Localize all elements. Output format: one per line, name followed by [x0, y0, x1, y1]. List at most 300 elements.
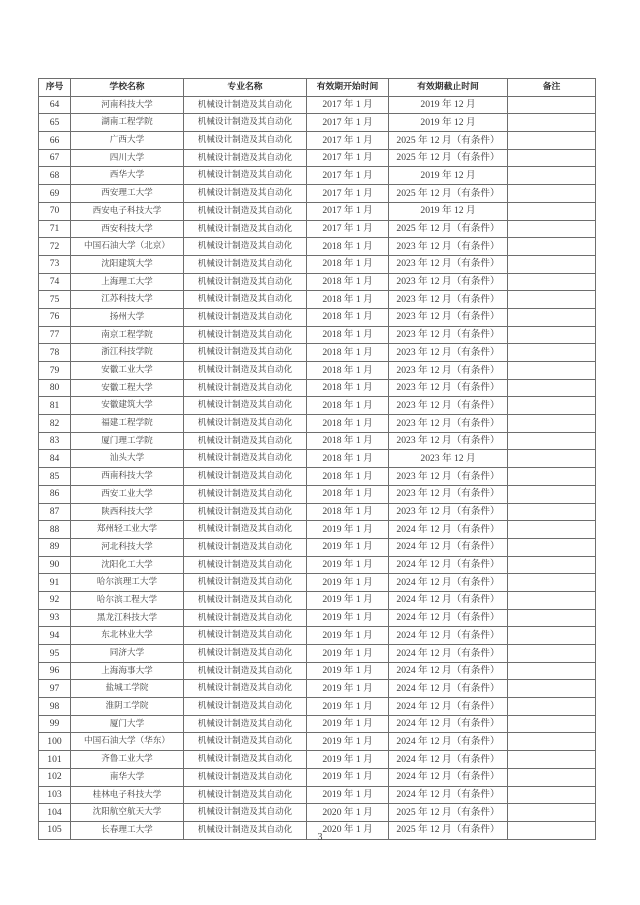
cell-valid-end: 2024 年 12 月（有条件） — [389, 768, 508, 786]
cell-remarks — [508, 185, 596, 203]
cell-valid-end: 2024 年 12 月（有条件） — [389, 751, 508, 769]
cell-valid-end: 2024 年 12 月（有条件） — [389, 733, 508, 751]
cell-remarks — [508, 786, 596, 804]
cell-valid-end: 2023 年 12 月（有条件） — [389, 397, 508, 415]
cell-school-name: 陕西科技大学 — [71, 503, 184, 521]
cell-serial-number: 80 — [39, 379, 71, 397]
cell-school-name: 上海海事大学 — [71, 662, 184, 680]
cell-valid-start: 2019 年 1 月 — [307, 662, 389, 680]
cell-valid-end: 2024 年 12 月（有条件） — [389, 591, 508, 609]
cell-major-name: 机械设计制造及其自动化 — [184, 609, 307, 627]
cell-major-name: 机械设计制造及其自动化 — [184, 291, 307, 309]
cell-serial-number: 74 — [39, 273, 71, 291]
cell-valid-start: 2018 年 1 月 — [307, 468, 389, 486]
cell-major-name: 机械设计制造及其自动化 — [184, 450, 307, 468]
cell-serial-number: 72 — [39, 238, 71, 256]
cell-valid-end: 2023 年 12 月（有条件） — [389, 468, 508, 486]
table-row — [39, 680, 596, 698]
table-row — [39, 185, 596, 203]
cell-remarks — [508, 680, 596, 698]
cell-remarks — [508, 202, 596, 220]
cell-valid-end: 2024 年 12 月（有条件） — [389, 574, 508, 592]
cell-valid-end: 2024 年 12 月（有条件） — [389, 715, 508, 733]
cell-major-name: 机械设计制造及其自动化 — [184, 149, 307, 167]
cell-remarks — [508, 485, 596, 503]
cell-serial-number: 92 — [39, 591, 71, 609]
cell-serial-number: 76 — [39, 308, 71, 326]
cell-remarks — [508, 291, 596, 309]
table-row — [39, 627, 596, 645]
cell-valid-end: 2024 年 12 月（有条件） — [389, 609, 508, 627]
cell-major-name: 机械设计制造及其自动化 — [184, 432, 307, 450]
cell-major-name: 机械设计制造及其自动化 — [184, 662, 307, 680]
cell-major-name: 机械设计制造及其自动化 — [184, 468, 307, 486]
cell-valid-end: 2023 年 12 月（有条件） — [389, 326, 508, 344]
cell-serial-number: 86 — [39, 485, 71, 503]
cell-serial-number: 90 — [39, 556, 71, 574]
cell-remarks — [508, 751, 596, 769]
cell-major-name: 机械设计制造及其自动化 — [184, 362, 307, 380]
cell-major-name: 机械设计制造及其自动化 — [184, 379, 307, 397]
cell-school-name: 汕头大学 — [71, 450, 184, 468]
cell-valid-end: 2023 年 12 月（有条件） — [389, 432, 508, 450]
cell-valid-start: 2019 年 1 月 — [307, 574, 389, 592]
cell-valid-end: 2025 年 12 月（有条件） — [389, 821, 508, 839]
cell-school-name: 福建工程学院 — [71, 415, 184, 433]
cell-serial-number: 97 — [39, 680, 71, 698]
cell-valid-start: 2018 年 1 月 — [307, 273, 389, 291]
cell-serial-number: 93 — [39, 609, 71, 627]
cell-major-name: 机械设计制造及其自动化 — [184, 503, 307, 521]
cell-serial-number: 64 — [39, 96, 71, 114]
table-row — [39, 574, 596, 592]
cell-major-name: 机械设计制造及其自动化 — [184, 751, 307, 769]
table-row — [39, 255, 596, 273]
table-row — [39, 132, 596, 150]
cell-school-name: 四川大学 — [71, 149, 184, 167]
cell-remarks — [508, 238, 596, 256]
cell-major-name: 机械设计制造及其自动化 — [184, 255, 307, 273]
cell-valid-end: 2023 年 12 月（有条件） — [389, 291, 508, 309]
cell-valid-end: 2023 年 12 月（有条件） — [389, 308, 508, 326]
cell-serial-number: 100 — [39, 733, 71, 751]
cell-valid-start: 2019 年 1 月 — [307, 591, 389, 609]
cell-valid-end: 2024 年 12 月（有条件） — [389, 538, 508, 556]
cell-major-name: 机械设计制造及其自动化 — [184, 768, 307, 786]
cell-valid-end: 2025 年 12 月（有条件） — [389, 220, 508, 238]
cell-remarks — [508, 645, 596, 663]
cell-remarks — [508, 273, 596, 291]
cell-major-name: 机械设计制造及其自动化 — [184, 786, 307, 804]
cell-school-name: 南京工程学院 — [71, 326, 184, 344]
cell-remarks — [508, 149, 596, 167]
cell-school-name: 西南科技大学 — [71, 468, 184, 486]
cell-valid-start: 2017 年 1 月 — [307, 202, 389, 220]
cell-school-name: 厦门大学 — [71, 715, 184, 733]
cell-serial-number: 89 — [39, 538, 71, 556]
cell-remarks — [508, 220, 596, 238]
cell-major-name: 机械设计制造及其自动化 — [184, 202, 307, 220]
table-row — [39, 503, 596, 521]
cell-major-name: 机械设计制造及其自动化 — [184, 96, 307, 114]
cell-valid-end: 2024 年 12 月（有条件） — [389, 556, 508, 574]
cell-valid-end: 2023 年 12 月（有条件） — [389, 485, 508, 503]
cell-school-name: 河北科技大学 — [71, 538, 184, 556]
cell-remarks — [508, 503, 596, 521]
cell-remarks — [508, 415, 596, 433]
cell-valid-start: 2017 年 1 月 — [307, 149, 389, 167]
cell-remarks — [508, 609, 596, 627]
cell-valid-start: 2019 年 1 月 — [307, 556, 389, 574]
cell-valid-start: 2017 年 1 月 — [307, 96, 389, 114]
cell-valid-end: 2024 年 12 月（有条件） — [389, 521, 508, 539]
cell-valid-start: 2018 年 1 月 — [307, 362, 389, 380]
cell-serial-number: 70 — [39, 202, 71, 220]
cell-remarks — [508, 698, 596, 716]
cell-serial-number: 94 — [39, 627, 71, 645]
cell-valid-end: 2025 年 12 月（有条件） — [389, 804, 508, 822]
table-row — [39, 238, 596, 256]
cell-school-name: 厦门理工学院 — [71, 432, 184, 450]
cell-remarks — [508, 733, 596, 751]
cell-major-name: 机械设计制造及其自动化 — [184, 114, 307, 132]
cell-remarks — [508, 804, 596, 822]
cell-serial-number: 102 — [39, 768, 71, 786]
cell-valid-start: 2018 年 1 月 — [307, 485, 389, 503]
header-serial-number: 序号 — [39, 79, 71, 97]
cell-remarks — [508, 362, 596, 380]
cell-valid-start: 2017 年 1 月 — [307, 185, 389, 203]
cell-valid-start: 2019 年 1 月 — [307, 645, 389, 663]
table-row — [39, 609, 596, 627]
cell-major-name: 机械设计制造及其自动化 — [184, 645, 307, 663]
table-row — [39, 326, 596, 344]
cell-serial-number: 83 — [39, 432, 71, 450]
cell-valid-end: 2023 年 12 月（有条件） — [389, 503, 508, 521]
cell-remarks — [508, 114, 596, 132]
cell-school-name: 黑龙江科技大学 — [71, 609, 184, 627]
table-row — [39, 768, 596, 786]
cell-major-name: 机械设计制造及其自动化 — [184, 556, 307, 574]
table-row — [39, 220, 596, 238]
cell-school-name: 中国石油大学（北京） — [71, 238, 184, 256]
cell-school-name: 江苏科技大学 — [71, 291, 184, 309]
table-row — [39, 698, 596, 716]
cell-valid-start: 2019 年 1 月 — [307, 715, 389, 733]
cell-school-name: 上海理工大学 — [71, 273, 184, 291]
cell-valid-start: 2017 年 1 月 — [307, 114, 389, 132]
cell-valid-start: 2018 年 1 月 — [307, 255, 389, 273]
cell-valid-start: 2017 年 1 月 — [307, 220, 389, 238]
header-major-name: 专业名称 — [184, 79, 307, 97]
cell-serial-number: 75 — [39, 291, 71, 309]
cell-valid-end: 2024 年 12 月（有条件） — [389, 680, 508, 698]
cell-school-name: 沈阳建筑大学 — [71, 255, 184, 273]
table-row — [39, 344, 596, 362]
cell-school-name: 哈尔滨理工大学 — [71, 574, 184, 592]
cell-valid-start: 2018 年 1 月 — [307, 450, 389, 468]
cell-valid-end: 2024 年 12 月（有条件） — [389, 662, 508, 680]
cell-major-name: 机械设计制造及其自动化 — [184, 804, 307, 822]
cell-serial-number: 65 — [39, 114, 71, 132]
cell-serial-number: 103 — [39, 786, 71, 804]
table-row — [39, 167, 596, 185]
cell-major-name: 机械设计制造及其自动化 — [184, 185, 307, 203]
cell-valid-end: 2023 年 12 月（有条件） — [389, 238, 508, 256]
table-row — [39, 538, 596, 556]
cell-remarks — [508, 255, 596, 273]
cell-serial-number: 81 — [39, 397, 71, 415]
cell-valid-start: 2019 年 1 月 — [307, 680, 389, 698]
cell-valid-start: 2019 年 1 月 — [307, 521, 389, 539]
table-row — [39, 397, 596, 415]
cell-major-name: 机械设计制造及其自动化 — [184, 397, 307, 415]
cell-valid-start: 2017 年 1 月 — [307, 132, 389, 150]
cell-valid-start: 2018 年 1 月 — [307, 326, 389, 344]
cell-school-name: 淮阴工学院 — [71, 698, 184, 716]
cell-serial-number: 88 — [39, 521, 71, 539]
table-row — [39, 751, 596, 769]
cell-major-name: 机械设计制造及其自动化 — [184, 344, 307, 362]
cell-major-name: 机械设计制造及其自动化 — [184, 591, 307, 609]
cell-school-name: 西安工业大学 — [71, 485, 184, 503]
cell-major-name: 机械设计制造及其自动化 — [184, 521, 307, 539]
cell-valid-start: 2019 年 1 月 — [307, 609, 389, 627]
cell-school-name: 安徽工程大学 — [71, 379, 184, 397]
cell-remarks — [508, 326, 596, 344]
cell-serial-number: 79 — [39, 362, 71, 380]
cell-valid-end: 2023 年 12 月（有条件） — [389, 344, 508, 362]
cell-school-name: 安徽工业大学 — [71, 362, 184, 380]
cell-valid-start: 2018 年 1 月 — [307, 415, 389, 433]
cell-major-name: 机械设计制造及其自动化 — [184, 680, 307, 698]
cell-valid-end: 2019 年 12 月 — [389, 114, 508, 132]
table-row — [39, 591, 596, 609]
cell-serial-number: 78 — [39, 344, 71, 362]
table-row — [39, 432, 596, 450]
cell-remarks — [508, 768, 596, 786]
cell-valid-end: 2025 年 12 月（有条件） — [389, 185, 508, 203]
cell-school-name: 桂林电子科技大学 — [71, 786, 184, 804]
cell-remarks — [508, 468, 596, 486]
cell-valid-end: 2023 年 12 月（有条件） — [389, 415, 508, 433]
cell-remarks — [508, 96, 596, 114]
header-valid-start: 有效期开始时间 — [307, 79, 389, 97]
cell-major-name: 机械设计制造及其自动化 — [184, 574, 307, 592]
header-remarks: 备注 — [508, 79, 596, 97]
table-row — [39, 96, 596, 114]
cell-school-name: 同济大学 — [71, 645, 184, 663]
cell-valid-start: 2018 年 1 月 — [307, 238, 389, 256]
table-row — [39, 468, 596, 486]
cell-school-name: 西安科技大学 — [71, 220, 184, 238]
cell-serial-number: 96 — [39, 662, 71, 680]
cell-serial-number: 101 — [39, 751, 71, 769]
table-row — [39, 202, 596, 220]
cell-serial-number: 67 — [39, 149, 71, 167]
cell-valid-start: 2019 年 1 月 — [307, 733, 389, 751]
cell-school-name: 西安理工大学 — [71, 185, 184, 203]
cell-school-name: 中国石油大学（华东） — [71, 733, 184, 751]
cell-valid-end: 2023 年 12 月 — [389, 450, 508, 468]
table-header-row — [39, 79, 596, 97]
cell-valid-end: 2023 年 12 月（有条件） — [389, 379, 508, 397]
cell-remarks — [508, 591, 596, 609]
table-row — [39, 362, 596, 380]
cell-serial-number: 91 — [39, 574, 71, 592]
cell-school-name: 东北林业大学 — [71, 627, 184, 645]
cell-serial-number: 105 — [39, 821, 71, 839]
cell-valid-end: 2024 年 12 月（有条件） — [389, 786, 508, 804]
cell-school-name: 沈阳航空航天大学 — [71, 804, 184, 822]
table-row — [39, 114, 596, 132]
cell-school-name: 浙江科技学院 — [71, 344, 184, 362]
cell-major-name: 机械设计制造及其自动化 — [184, 415, 307, 433]
cell-school-name: 齐鲁工业大学 — [71, 751, 184, 769]
cell-valid-start: 2018 年 1 月 — [307, 432, 389, 450]
table-row — [39, 450, 596, 468]
cell-major-name: 机械设计制造及其自动化 — [184, 715, 307, 733]
table-row — [39, 662, 596, 680]
cell-remarks — [508, 308, 596, 326]
cell-serial-number: 73 — [39, 255, 71, 273]
cell-valid-end: 2023 年 12 月（有条件） — [389, 362, 508, 380]
cell-remarks — [508, 379, 596, 397]
cell-major-name: 机械设计制造及其自动化 — [184, 733, 307, 751]
cell-valid-end: 2024 年 12 月（有条件） — [389, 645, 508, 663]
cell-valid-start: 2018 年 1 月 — [307, 503, 389, 521]
cell-school-name: 长春理工大学 — [71, 821, 184, 839]
cell-valid-start: 2018 年 1 月 — [307, 379, 389, 397]
cell-major-name: 机械设计制造及其自动化 — [184, 326, 307, 344]
cell-remarks — [508, 521, 596, 539]
cell-remarks — [508, 574, 596, 592]
cell-valid-end: 2024 年 12 月（有条件） — [389, 698, 508, 716]
cell-major-name: 机械设计制造及其自动化 — [184, 273, 307, 291]
cell-remarks — [508, 132, 596, 150]
table-row — [39, 485, 596, 503]
cell-major-name: 机械设计制造及其自动化 — [184, 220, 307, 238]
cell-remarks — [508, 432, 596, 450]
cell-serial-number: 95 — [39, 645, 71, 663]
cell-major-name: 机械设计制造及其自动化 — [184, 238, 307, 256]
table-row — [39, 415, 596, 433]
cell-major-name: 机械设计制造及其自动化 — [184, 698, 307, 716]
cell-valid-start: 2018 年 1 月 — [307, 397, 389, 415]
cell-remarks — [508, 715, 596, 733]
cell-valid-start: 2017 年 1 月 — [307, 167, 389, 185]
cell-valid-start: 2019 年 1 月 — [307, 751, 389, 769]
cell-school-name: 安徽建筑大学 — [71, 397, 184, 415]
cell-remarks — [508, 344, 596, 362]
cell-serial-number: 71 — [39, 220, 71, 238]
cell-remarks — [508, 538, 596, 556]
cell-serial-number: 87 — [39, 503, 71, 521]
cell-serial-number: 68 — [39, 167, 71, 185]
cell-serial-number: 84 — [39, 450, 71, 468]
cell-valid-end: 2019 年 12 月 — [389, 96, 508, 114]
cell-valid-start: 2020 年 1 月 — [307, 821, 389, 839]
cell-serial-number: 98 — [39, 698, 71, 716]
cell-valid-end: 2023 年 12 月（有条件） — [389, 255, 508, 273]
cell-valid-end: 2025 年 12 月（有条件） — [389, 149, 508, 167]
cell-valid-start: 2018 年 1 月 — [307, 308, 389, 326]
cell-major-name: 机械设计制造及其自动化 — [184, 308, 307, 326]
cell-valid-start: 2018 年 1 月 — [307, 291, 389, 309]
table-row — [39, 149, 596, 167]
cell-serial-number: 69 — [39, 185, 71, 203]
cell-remarks — [508, 397, 596, 415]
cell-valid-end: 2023 年 12 月（有条件） — [389, 273, 508, 291]
cell-school-name: 西华大学 — [71, 167, 184, 185]
cell-major-name: 机械设计制造及其自动化 — [184, 538, 307, 556]
cell-serial-number: 85 — [39, 468, 71, 486]
accreditation-table — [38, 78, 596, 840]
cell-serial-number: 82 — [39, 415, 71, 433]
cell-valid-start: 2019 年 1 月 — [307, 627, 389, 645]
table-row — [39, 645, 596, 663]
table-row — [39, 556, 596, 574]
cell-valid-end: 2024 年 12 月（有条件） — [389, 627, 508, 645]
cell-school-name: 广西大学 — [71, 132, 184, 150]
header-valid-end: 有效期截止时间 — [389, 79, 508, 97]
table-row — [39, 273, 596, 291]
cell-school-name: 盐城工学院 — [71, 680, 184, 698]
cell-valid-start: 2020 年 1 月 — [307, 804, 389, 822]
cell-valid-start: 2018 年 1 月 — [307, 344, 389, 362]
cell-major-name: 机械设计制造及其自动化 — [184, 132, 307, 150]
cell-school-name: 河南科技大学 — [71, 96, 184, 114]
header-school-name: 学校名称 — [71, 79, 184, 97]
cell-valid-start: 2019 年 1 月 — [307, 786, 389, 804]
cell-school-name: 郑州轻工业大学 — [71, 521, 184, 539]
table-row — [39, 733, 596, 751]
table-row — [39, 786, 596, 804]
table-row — [39, 804, 596, 822]
cell-valid-end: 2019 年 12 月 — [389, 202, 508, 220]
table-row — [39, 715, 596, 733]
cell-major-name: 机械设计制造及其自动化 — [184, 485, 307, 503]
cell-major-name: 机械设计制造及其自动化 — [184, 821, 307, 839]
cell-valid-start: 2019 年 1 月 — [307, 768, 389, 786]
cell-major-name: 机械设计制造及其自动化 — [184, 627, 307, 645]
table-row — [39, 521, 596, 539]
cell-school-name: 湖南工程学院 — [71, 114, 184, 132]
cell-remarks — [508, 662, 596, 680]
cell-school-name: 南华大学 — [71, 768, 184, 786]
cell-remarks — [508, 627, 596, 645]
cell-valid-end: 2025 年 12 月（有条件） — [389, 132, 508, 150]
table-body — [39, 96, 596, 839]
cell-valid-start: 2019 年 1 月 — [307, 698, 389, 716]
page-number: 3 — [317, 832, 323, 843]
cell-major-name: 机械设计制造及其自动化 — [184, 167, 307, 185]
cell-school-name: 哈尔滨工程大学 — [71, 591, 184, 609]
table-row — [39, 308, 596, 326]
cell-serial-number: 77 — [39, 326, 71, 344]
cell-school-name: 西安电子科技大学 — [71, 202, 184, 220]
cell-serial-number: 66 — [39, 132, 71, 150]
table-row — [39, 291, 596, 309]
cell-serial-number: 104 — [39, 804, 71, 822]
table-row — [39, 379, 596, 397]
cell-remarks — [508, 450, 596, 468]
cell-school-name: 沈阳化工大学 — [71, 556, 184, 574]
cell-valid-end: 2019 年 12 月 — [389, 167, 508, 185]
cell-serial-number: 99 — [39, 715, 71, 733]
cell-remarks — [508, 167, 596, 185]
cell-remarks — [508, 556, 596, 574]
